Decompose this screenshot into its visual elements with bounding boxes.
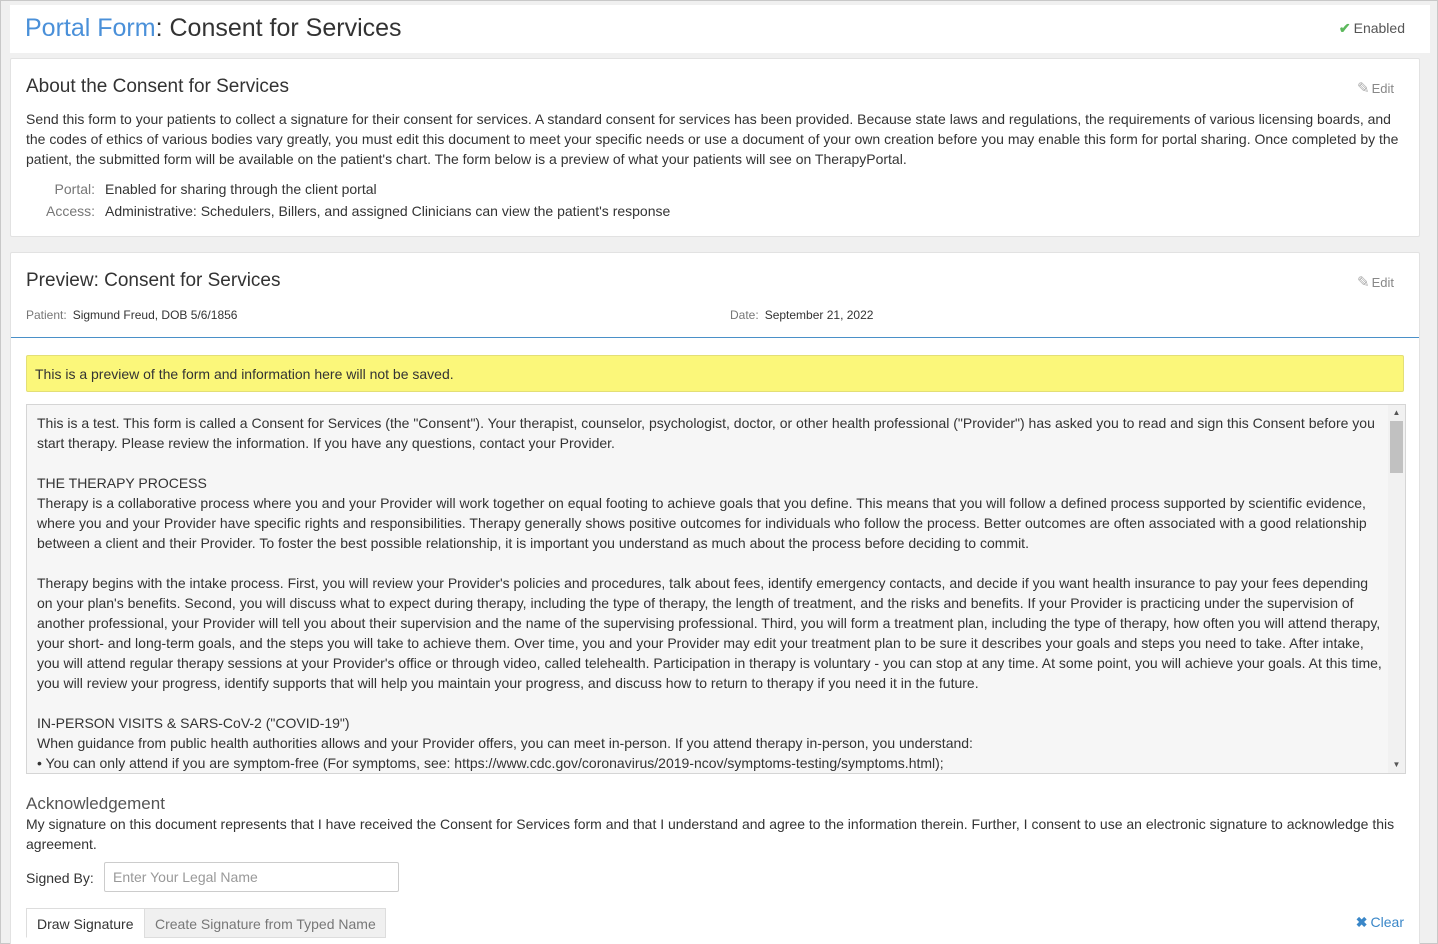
tab-typed-signature[interactable]: Create Signature from Typed Name [144, 908, 386, 938]
enabled-status[interactable] [1339, 20, 1405, 37]
about-title: About the Consent for Services [26, 76, 289, 97]
consent-scrollbar[interactable] [1388, 405, 1405, 773]
scroll-up-arrow-icon[interactable]: ▲ [1392, 408, 1401, 417]
preview-edit-link[interactable] [1357, 273, 1394, 291]
x-icon: ✖ [1355, 914, 1368, 930]
portal-value: Enabled for sharing through the client portal [105, 181, 377, 197]
covid-paragraph: When guidance from public health authorities allows and your Provider offers, you can meet in-person. If you attend therapy in-person, you understand: [37, 735, 973, 751]
scroll-thumb[interactable] [1390, 421, 1403, 473]
page-header [10, 5, 1430, 53]
acknowledgement-text: My signature on this document represents that I have received the Consent for Services form and that I understand and agree to the information therein. Further, I consent to use an electronic signature to acknowledge this agreement. [26, 816, 1395, 852]
preview-panel [10, 252, 1420, 944]
consent-intro: This is a test. This form is called a Consent for Services (the "Consent"). Your therapist, counselor, psychologist, doctor, or other health professional ("Provider") has asked you to read and sign this Consent before you start therapy. Please review the information. If you have any questions, contact your Provider. [37, 415, 1375, 451]
pencil-icon: ✎ [1357, 80, 1370, 97]
date-info [730, 308, 873, 322]
date-value: September 21, 2022 [764, 308, 874, 322]
signed-by-label: Signed By: [26, 870, 94, 886]
covid-bullet: • You can only attend if you are symptom-free (For symptoms, see: https://www.cdc.gov/coronavirus/2019-ncov/symptoms-testing/symptoms.html); [37, 755, 944, 771]
process-heading: THE THERAPY PROCESS [37, 475, 207, 491]
preview-divider [11, 337, 1419, 338]
patient-value: Sigmund Freud, DOB 5/6/1856 [72, 308, 238, 322]
date-label: Date: [730, 308, 759, 322]
preview-title: Preview: Consent for Services [26, 270, 281, 291]
breadcrumb-portal-form[interactable]: Portal Form [25, 14, 156, 42]
access-label: Access: [45, 203, 95, 219]
pencil-icon: ✎ [1357, 274, 1370, 291]
check-icon: ✔ [1338, 20, 1351, 36]
signed-by-input[interactable] [104, 862, 399, 892]
access-meta-row [26, 203, 670, 219]
about-edit-link[interactable] [1357, 79, 1394, 97]
about-panel [10, 58, 1420, 237]
process-paragraph-1: Therapy is a collaborative process where you and your Provider will work together on equal footing to achieve goals that you define. This means that you will follow a defined process supported by scientific evidence, where you and your Provider have specific rights and responsibilities. Therapy generally shows positive outcomes for individuals who follow the process. Better outcomes are often associated with a good relationship between a client and their Provider. To foster the best possible relationship, it is important you understand as much about the process before deciding to commit. [37, 495, 1367, 551]
patient-label: Patient: [26, 308, 67, 322]
about-edit-label: Edit [1371, 81, 1394, 96]
preview-edit-label: Edit [1371, 275, 1394, 290]
title-separator: : [155, 14, 163, 42]
scroll-down-arrow-icon[interactable]: ▼ [1392, 760, 1401, 769]
consent-text [37, 413, 1382, 773]
covid-heading: IN-PERSON VISITS & SARS-CoV-2 ("COVID-19") [37, 715, 350, 731]
portal-label: Portal: [54, 181, 95, 197]
patient-info [26, 308, 237, 322]
page-title [25, 14, 402, 43]
consent-text-box[interactable] [26, 404, 1406, 774]
process-paragraph-2: Therapy begins with the intake process. First, you will review your Provider's policies and procedures, talk about fees, identify emergency contacts, and decide if you want health insurance to pay your fees depending on your plan's benefits. Second, you will discuss what to expect during therapy, including the type of therapy, the length of treatment, and the risks and benefits. If your Provider is practicing under the supervision of another professional, your Provider will tell you about their supervision and the name of the supervising professional. Third, you will form a treatment plan, including the type of therapy, how often you will attend therapy, your short- and long-term goals, and the steps you will take to achieve them. Over time, you and your Provider may edit your treatment plan to be sure it describes your goals and steps you need to take. After intake, you will attend regular therapy sessions at your Provider's office or through video, called telehealth. Participation in therapy is voluntary - you can stop at any time. At some point, you will achieve your goals. At this time, you will review your progress, identify supports that will help you maintain your progress, and discuss how to return to therapy if you need it in the future. [37, 575, 1382, 691]
page-title-text: Consent for Services [169, 14, 402, 42]
portal-meta-row [26, 181, 377, 197]
enabled-status-label: Enabled [1353, 20, 1405, 36]
tab-draw-signature[interactable]: Draw Signature [26, 908, 145, 938]
access-value: Administrative: Schedulers, Billers, and assigned Clinicians can view the patient's response [105, 203, 671, 219]
preview-warning: This is a preview of the form and information here will not be saved. [26, 355, 1404, 392]
acknowledgement-title: Acknowledgement [26, 794, 165, 813]
clear-label: Clear [1370, 914, 1404, 930]
clear-signature-button[interactable] [1356, 914, 1404, 931]
about-description: Send this form to your patients to collect a signature for their consent for services. A standard consent for services has been provided. Because state laws and regulations, the requirements of various licensing boards, and the codes of ethics of various bodies vary greatly, you must edit this document to meet your specific needs or use a document of your own creation before you may enable this form for portal sharing. Once completed by the patient, the submitted form will be available on the patient's chart. The form below is a preview of what your patients will see on TherapyPortal. [26, 111, 1399, 167]
